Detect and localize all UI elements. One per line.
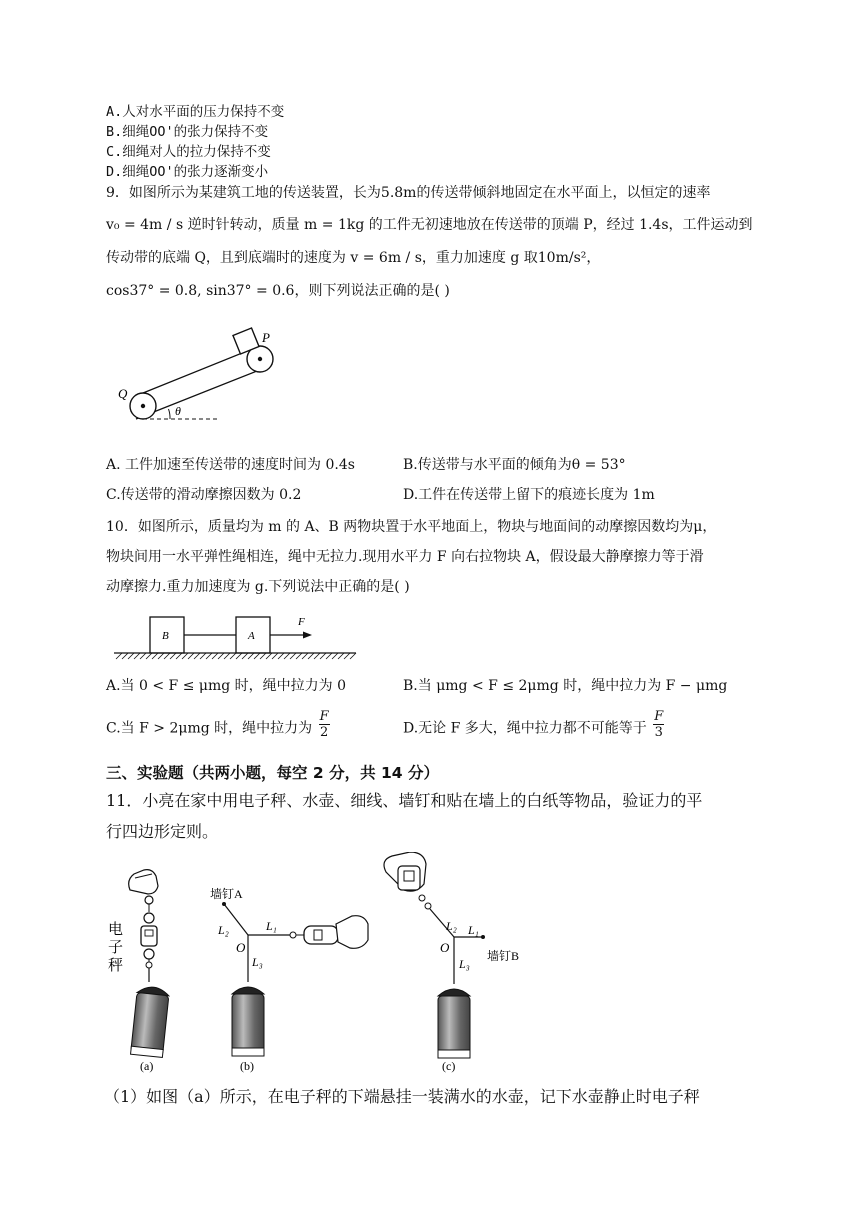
q11-line-3: （1）如图（a）所示，在电子秤的下端悬挂一装满水的水壶，记下水壶静止时电子秤	[104, 1087, 700, 1106]
q10-option-a: A.当 0 < F ≤ μmg 时，绳中拉力为 0	[106, 678, 347, 694]
q9-line-3: 传动带的底端 Q，且到底端时的速度为 v = 6m / s，重力加速度 g 取10m/s²，	[106, 250, 601, 266]
label-l3-c: L₃	[459, 957, 470, 971]
figure-c	[384, 852, 519, 1073]
q10-option-d	[403, 709, 664, 744]
kettle-icon	[131, 986, 170, 1058]
section-3-heading: 三、实验题（共两小题，每空 2 分，共 14 分）	[106, 764, 439, 782]
caption-c: (c)	[442, 1059, 456, 1073]
label-b: B	[162, 630, 169, 642]
q11-line-2: 行四边形定则。	[106, 822, 219, 841]
q8-option-c: C.细绳对人的拉力保持不变	[106, 144, 271, 160]
figure-b	[210, 886, 368, 1073]
label-l1-b: L₁	[266, 919, 277, 933]
q9-option-d: D.工件在传送带上留下的痕迹长度为 1m	[403, 487, 655, 503]
q9-option-b: B.传送带与水平面的倾角为θ = 53°	[403, 457, 626, 473]
caption-b: (b)	[240, 1059, 254, 1073]
q10-option-d-text: D.无论 F 多大，绳中拉力都不可能等于	[403, 720, 647, 737]
q11-line-1: 11．小亮在家中用电子秤、水壶、细线、墙钉和贴在墙上的白纸等物品，验证力的平	[106, 791, 703, 810]
caption-a: (a)	[140, 1059, 154, 1073]
q9-line-2: v₀ = 4m / s 逆时针转动，质量 m = 1kg 的工件无初速地放在传送带的顶端 P，经过 1.4s，工件运动到	[106, 217, 753, 233]
q10-option-b: B.当 μmg < F ≤ 2μmg 时，绳中拉力为 F − μmg	[403, 678, 728, 694]
q8-option-b: B.细绳OO'的张力保持不变	[106, 124, 269, 140]
conveyor-figure	[110, 322, 300, 424]
label-o-c: O	[440, 940, 450, 955]
hand-icon	[129, 870, 158, 894]
label-q: Q	[118, 386, 128, 401]
nail-b-label: 墙钉B	[487, 949, 520, 963]
scale-label-2: 子	[108, 940, 124, 956]
label-a: A	[248, 630, 255, 642]
scale-label-1: 电	[108, 922, 124, 938]
scale-label-3: 秤	[108, 958, 124, 974]
experiment-figures	[100, 852, 560, 1078]
q10-line-3: 动摩擦力.重力加速度为 g.下列说法中正确的是( )	[106, 579, 410, 595]
label-f: F	[298, 616, 305, 628]
q9-line-1: 9．如图所示为某建筑工地的传送装置，长为5.8m的传送带倾斜地固定在水平面上，以恒定的速率	[106, 185, 711, 201]
q8-option-a: A.人对水平面的压力保持不变	[106, 104, 285, 120]
kettle-icon	[438, 989, 470, 1058]
q10-option-c-text: C.当 F > 2μmg 时，绳中拉力为	[106, 720, 313, 737]
figure-a	[108, 870, 170, 1073]
q10-option-c	[106, 709, 330, 744]
label-l1-c: L₁	[468, 923, 479, 937]
q9-line-4: cos37° = 0.8, sin37° = 0.6，则下列说法正确的是( )	[106, 283, 450, 299]
q10-line-2: 物块间用一水平弹性绳相连，绳中无拉力.现用水平力 F 向右拉物块 A，假设最大静摩擦力等于滑	[106, 549, 704, 565]
q9-option-a: A. 工件加速至传送带的速度时间为 0.4s	[106, 457, 355, 473]
fraction-f-over-3: $\frac{F}{3}$	[654, 709, 664, 740]
q9-option-c: C.传送带的滑动摩擦因数为 0.2	[106, 487, 302, 503]
fraction-f-over-2: $\frac{F}{2}$	[319, 709, 329, 740]
q8-option-d: D.细绳OO'的张力逐渐变小	[106, 164, 269, 180]
hand-icon	[336, 916, 368, 949]
label-l3-b: L₃	[252, 955, 263, 969]
q10-line-1: 10．如图所示，质量均为 m 的 A、B 两物块置于水平地面上，物块与地面间的动摩擦因数均为μ，	[106, 519, 717, 535]
label-theta: θ	[175, 404, 181, 418]
label-p: P	[262, 330, 270, 345]
label-o-b: O	[236, 940, 246, 955]
blocks-figure	[112, 607, 362, 665]
label-l2-b: L₂	[218, 923, 229, 937]
label-l2-c: L₂	[446, 919, 457, 933]
nail-a-label: 墙钉A	[210, 887, 243, 901]
wall-nail-b	[481, 935, 485, 939]
kettle-icon	[232, 987, 264, 1056]
